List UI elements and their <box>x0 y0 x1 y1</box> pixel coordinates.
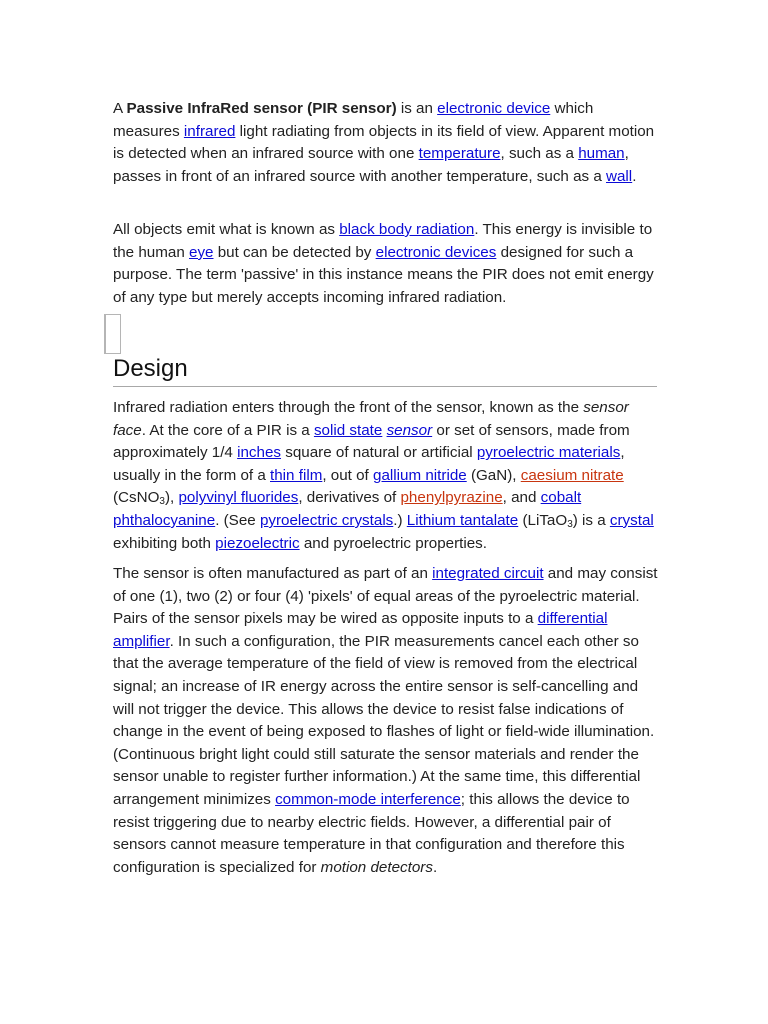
text: A <box>113 100 127 117</box>
text: ; this allows the device to resist triggering due to nearby electric fields. However, a differential pair of sensors cannot measure temperature in that configuration and therefore this configuration is specialized for <box>113 790 630 876</box>
link-phenylpyrazine[interactable]: phenylpyrazine <box>400 489 503 507</box>
section-edit-marker[interactable] <box>104 314 121 354</box>
link-sensor[interactable]: sensor <box>386 421 433 439</box>
text: . In such a configuration, the PIR measurements cancel each other so that the average temperature of the field of view is removed from the electrical signal; an increase of IR energy across the entire sensor is self-cancelling and will not trigger the device. This allows the device to resist false indications of change in the event of being exposed to flashes of light or field-wide illumination. (Continuous bright light could still saturate the sensor materials and render the sensor unable to register further information.) At the same time, this differential arrangement minimizes <box>113 632 655 808</box>
text: , usually in the form of a <box>113 444 625 484</box>
link-differential-amplifier[interactable]: differential amplifier <box>113 610 608 650</box>
text: Infrared radiation enters through the front of the sensor, known as the <box>113 399 584 416</box>
link-integrated-circuit[interactable]: integrated circuit <box>432 565 544 582</box>
term-italic: motion detectors <box>320 858 433 876</box>
text: .) <box>393 511 407 529</box>
link-inches[interactable]: inches <box>237 444 282 462</box>
link-temperature[interactable]: temperature <box>418 145 501 163</box>
design-paragraph <box>113 397 658 555</box>
text: . This energy is invisible to the human <box>113 221 653 261</box>
subscript: 3 <box>159 496 165 508</box>
link-crystal[interactable]: crystal <box>609 511 654 529</box>
text: and pyroelectric properties. <box>299 534 487 552</box>
radiation-paragraph <box>113 219 658 309</box>
link-polyvinyl-fluorides[interactable]: polyvinyl fluorides <box>178 489 299 507</box>
text: , passes in front of an infrared source with another temperature, such as a <box>113 145 629 185</box>
subscript: 3 <box>567 518 573 530</box>
text: (GaN), <box>466 466 521 484</box>
link-wall[interactable]: wall <box>606 167 633 185</box>
text: light radiating from objects in its field of view. Apparent motion is detected when an infrared source with one <box>113 122 655 163</box>
text: which measures <box>113 100 594 140</box>
text: but can be detected by <box>213 243 376 261</box>
configuration-paragraph <box>113 563 658 879</box>
link-gallium-nitride[interactable]: gallium nitride <box>373 466 467 484</box>
text: , derivatives of <box>298 489 401 507</box>
link-cobalt-phthalocyanine[interactable]: cobalt phthalocyanine <box>113 489 582 529</box>
text: , and <box>502 489 541 507</box>
link-electronic-devices[interactable]: electronic devices <box>375 243 497 261</box>
section-heading-design: Design <box>113 352 657 387</box>
link-common-mode-interference[interactable]: common-mode interference <box>275 790 461 808</box>
link-eye[interactable]: eye <box>189 243 214 261</box>
text: All objects emit what is known as <box>113 221 340 238</box>
text: or set of sensors, made from approximately 1/4 <box>113 421 630 462</box>
text: exhibiting both <box>113 534 216 552</box>
link-lithium-tantalate[interactable]: Lithium tantalate <box>406 511 519 529</box>
intro-paragraph <box>113 98 658 188</box>
text: , out of <box>322 466 374 484</box>
link-solid-state[interactable]: solid state <box>313 421 383 439</box>
link-pyroelectric-materials[interactable]: pyroelectric materials <box>476 444 621 462</box>
text: . (See <box>215 511 260 529</box>
link-infrared[interactable]: infrared <box>183 122 236 140</box>
link-pyroelectric-crystals[interactable]: pyroelectric crystals <box>259 511 394 529</box>
term-bold: Passive InfraRed sensor (PIR sensor) <box>126 100 397 117</box>
text: (CsNO <box>113 489 160 507</box>
text: (LiTaO <box>518 511 568 529</box>
term-italic: sensor face <box>113 399 629 439</box>
link-thin-film[interactable]: thin film <box>270 466 323 484</box>
text: . <box>432 858 438 876</box>
link-caesium-nitrate[interactable]: caesium nitrate <box>520 466 624 484</box>
text: . At the core of a PIR is a <box>141 421 314 439</box>
text: ) is a <box>572 511 610 529</box>
text: . <box>632 167 637 185</box>
link-human[interactable]: human <box>578 145 625 163</box>
text: ), <box>164 489 179 507</box>
text: and may consist of one (1), two (2) or four (4) 'pixels' of equal areas of the pyroelectric material. Pairs of the sensor pixels may be wired as opposite inputs to a <box>113 565 658 628</box>
text: , such as a <box>500 145 579 163</box>
text: designed for such a purpose. The term 'passive' in this instance means the PIR does not emit energy of any type but merely accepts incoming infrared radiation. <box>113 243 654 306</box>
text: square of natural or artificial <box>281 444 477 462</box>
link-piezoelectric[interactable]: piezoelectric <box>215 534 300 552</box>
link-black-body-radiation[interactable]: black body radiation <box>339 221 475 238</box>
text: is an <box>396 100 438 117</box>
text: The sensor is often manufactured as part of an <box>113 565 433 582</box>
link-electronic-device[interactable]: electronic device <box>437 100 551 117</box>
